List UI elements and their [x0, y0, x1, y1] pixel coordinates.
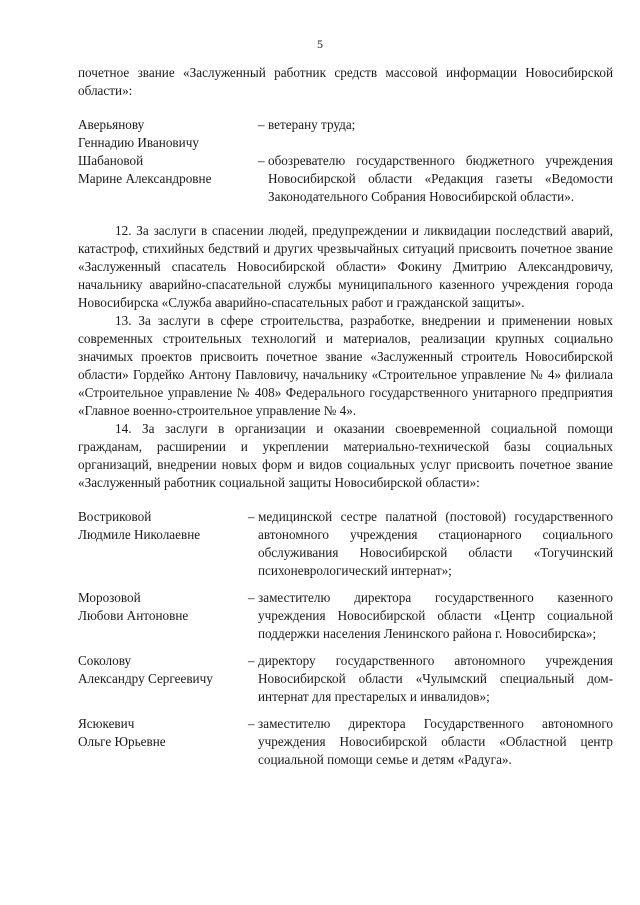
- recipient-description: обозревателю государственного бюджетного учреждения Новосибирской области «Редакция газеты «Ведомости Законодательного Собрания Новосибирской области».: [268, 153, 613, 204]
- recipient-name: Востриковой Людмиле Николаевне: [78, 509, 201, 542]
- recipient-name: Соколову Александру Сергеевичу: [78, 653, 213, 686]
- recipient-description: медицинской сестре палатной (постовой) государственного автономного учреждения стационарного социального обслуживания Новосибирской области «Тогучинский психоневрологический интернат»;: [258, 509, 613, 578]
- recipient-name: Морозовой Любови Антоновне: [78, 590, 189, 623]
- document-body: [78, 64, 613, 769]
- recipient-description: заместителю директора государственного казенного учреждения Новосибирской области «Центр социальной поддержки населения Ленинского района г. Новосибирска»;: [258, 590, 613, 641]
- award-entry: [78, 508, 613, 580]
- paragraph-14: 14. За заслуги в организации и оказании своевременной социальной помощи гражданам, расширении и укреплении материально-технической базы социальных организаций, внедрении новых форм и видов социальных услуг присвоить почетное звание «Заслуженный работник социальной защиты Новосибирской области»:: [78, 421, 613, 490]
- award-entry: [78, 589, 613, 643]
- dash: –: [248, 653, 255, 668]
- dash: –: [258, 153, 265, 168]
- recipient-description: директору государственного автономного учреждения Новосибирской области «Чулымский специальный дом-интернат для престарелых и инвалидов»;: [258, 653, 613, 704]
- recipient-name: Шабановой Марине Александровне: [78, 153, 212, 186]
- recipient-name: Аверьянову Геннадию Ивановичу: [78, 117, 199, 150]
- dash: –: [258, 117, 265, 132]
- award-entry: [78, 116, 613, 152]
- award-entry: [78, 152, 613, 206]
- dash: –: [248, 716, 255, 731]
- dash: –: [248, 590, 255, 605]
- dash: –: [248, 509, 255, 524]
- page-number: 5: [317, 37, 323, 51]
- intro-paragraph: почетное звание «Заслуженный работник средств массовой информации Новосибирской области»:: [78, 65, 613, 98]
- award-entry: [78, 715, 613, 769]
- recipient-name: Ясюкевич Ольге Юрьевне: [78, 716, 166, 749]
- paragraph-12: 12. За заслуги в спасении людей, предупреждении и ликвидации последствий аварий, катастроф, стихийных бедствий и других чрезвычайных ситуаций присвоить почетное звание «Заслуженный спасатель Новосибирской области» Фокину Дмитрию Александровичу, начальнику аварийно-спасательной службы муниципального казенного учреждения города Новосибирска «Служба аварийно-спасательных работ и гражданской защиты».: [78, 223, 613, 310]
- paragraph-13: 13. За заслуги в сфере строительства, разработке, внедрении и применении новых современных строительных технологий и материалов, реализации крупных социально значимых проектов присвоить почетное звание «Заслуженный строитель Новосибирской области» Гордейко Антону Павловичу, начальнику «Строительное управление № 4» филиала «Строительное управление № 408» Федерального государственного унитарного предприятия «Главное военно-строительное управление № 4».: [78, 313, 613, 418]
- recipient-description: заместителю директора Государственного автономного учреждения Новосибирской области «Областной центр социальной помощи семье и детям «Радуга».: [258, 716, 613, 767]
- award-entry: [78, 652, 613, 706]
- recipient-description: ветерану труда;: [268, 117, 356, 132]
